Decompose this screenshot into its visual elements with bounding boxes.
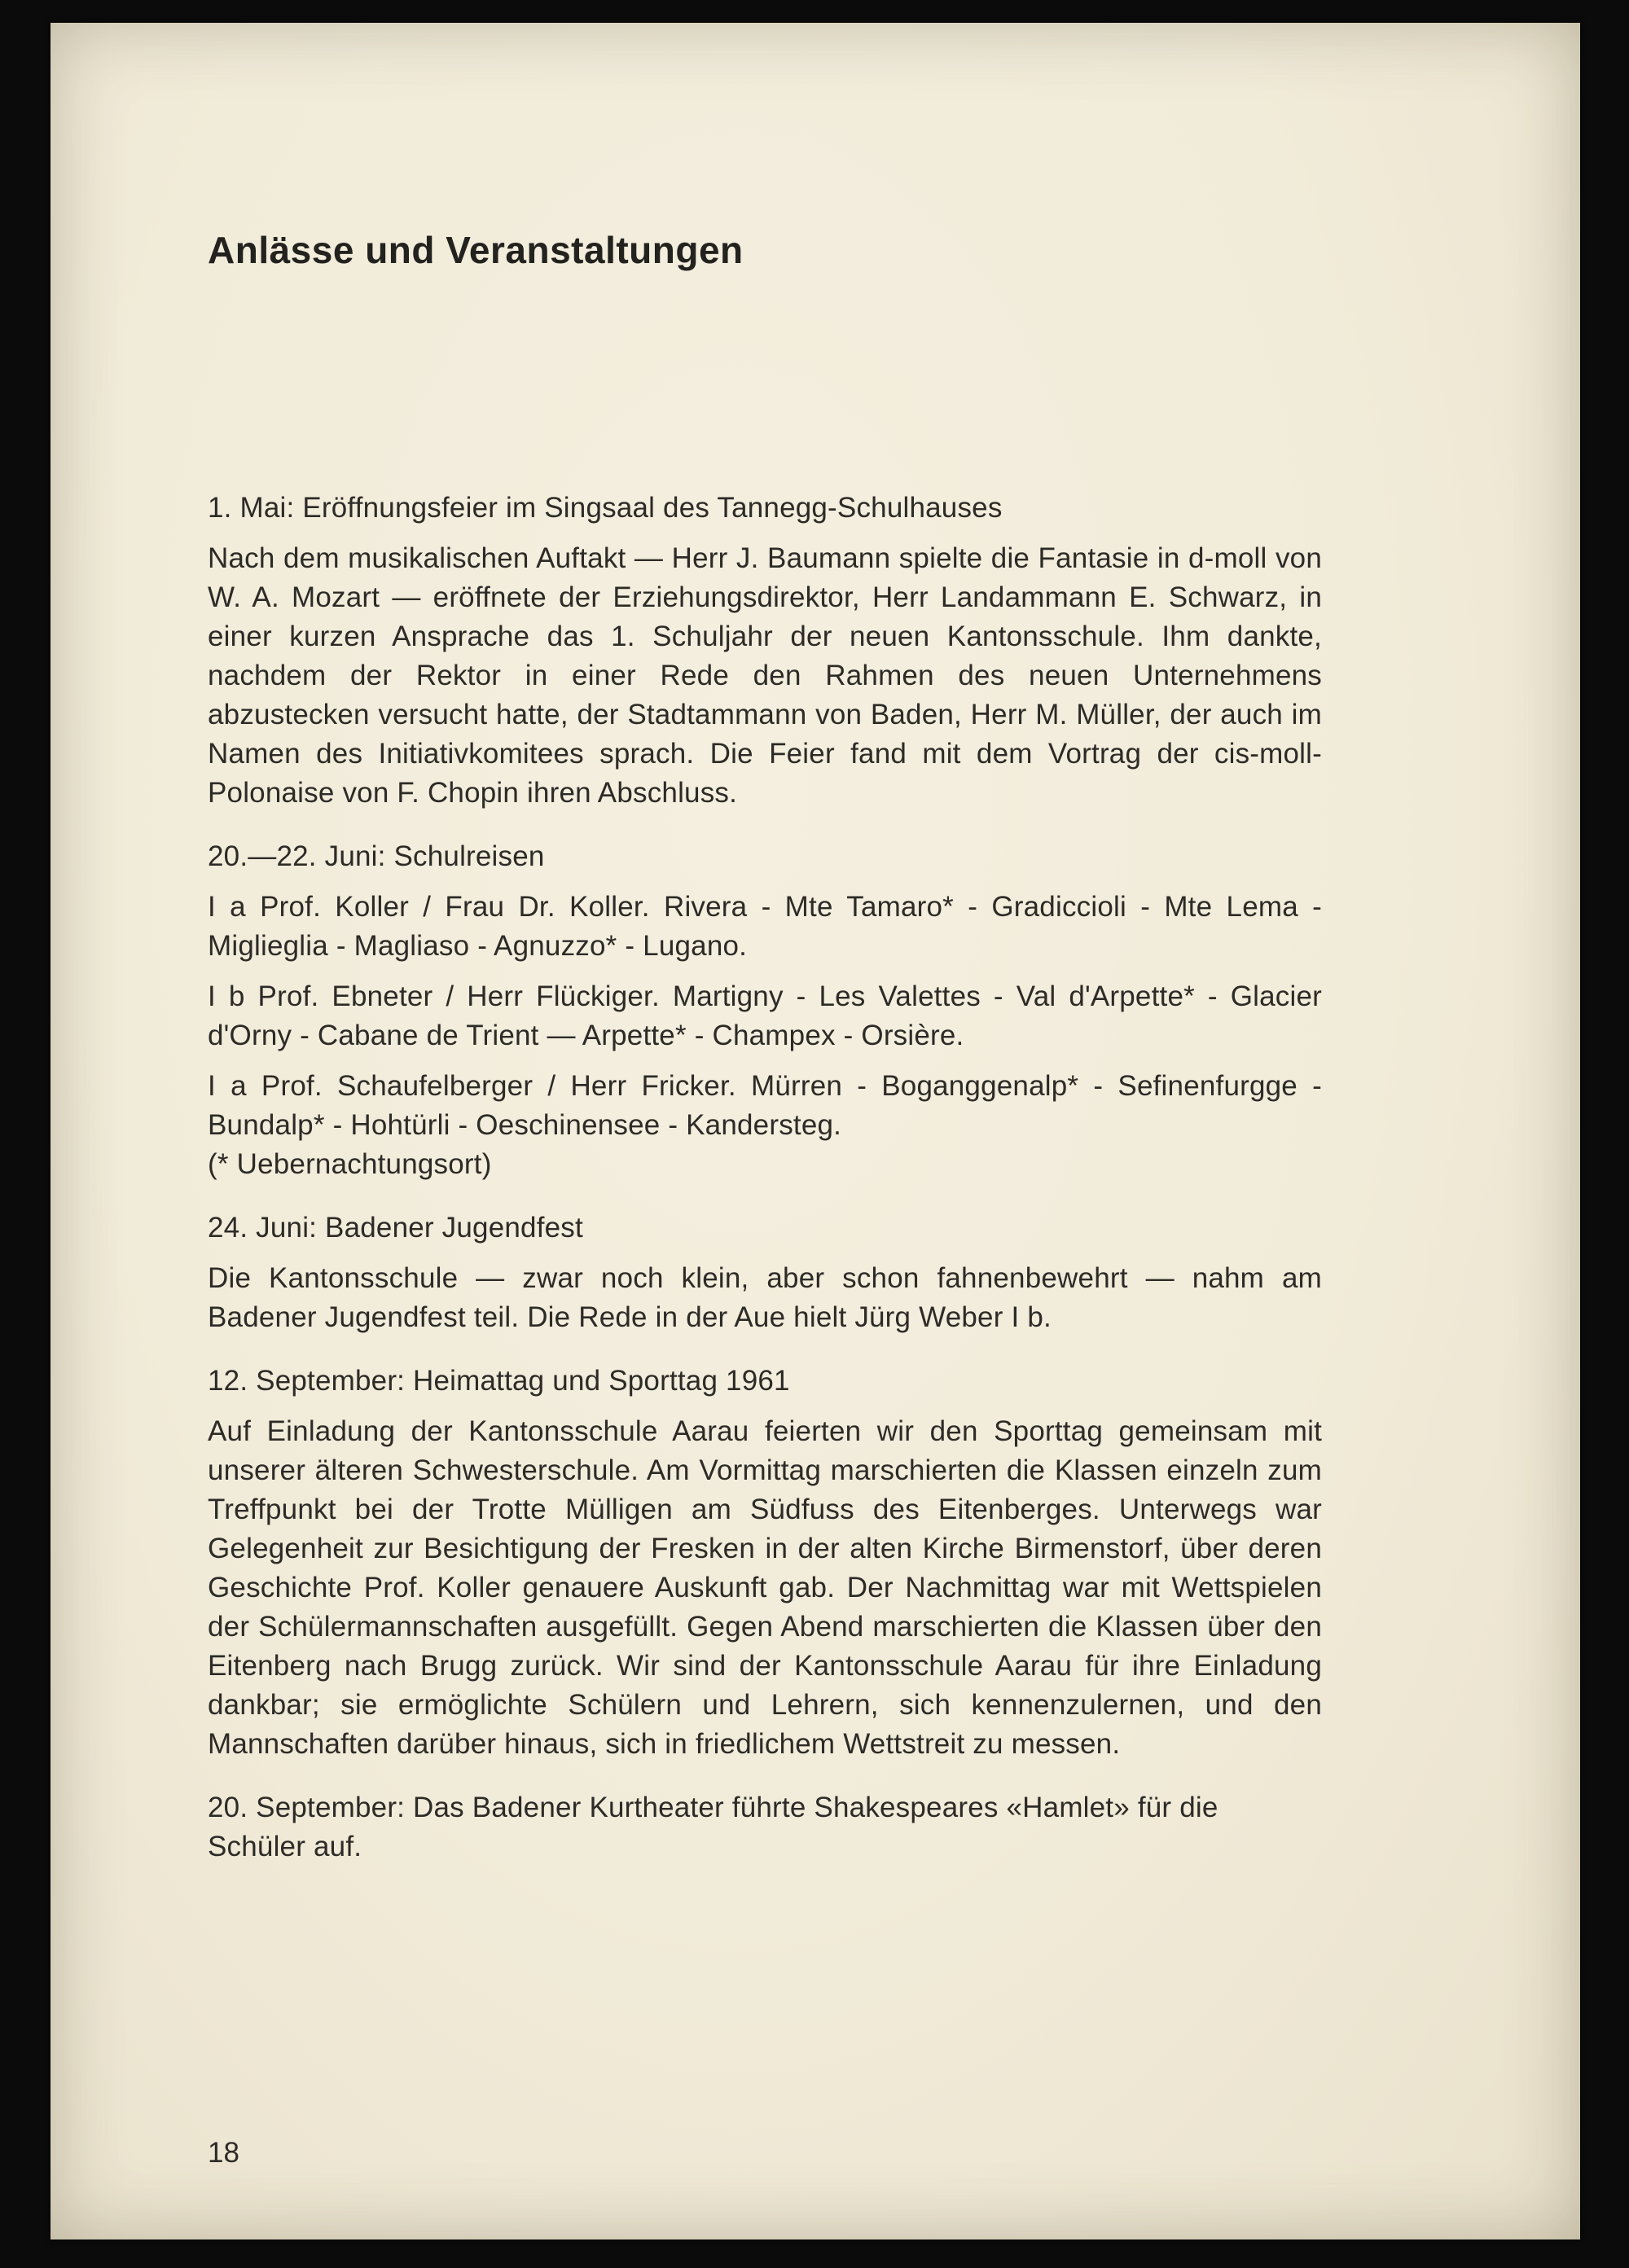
section-heimattag-sporttag xyxy=(208,1362,1322,1764)
paragraph: Nach dem musikalischen Auftakt — Herr J. Baumann spielte die Fantasie in d-moll von W. A. Mozart — eröffnete der Erziehungsdirektor, Herr Landammann E. Schwarz, in einer kurzen Ansprache das 1. Schuljahr der neuen Kantonsschule. Ihm dankte, nachdem der Rektor in einer Rede den Rahmen des neuen Unternehmens abzustecken versucht hatte, der Stadtammann von Baden, Herr M. Müller, der auch im Namen des Initiativkomitees sprach. Die Feier fand mit dem Vortrag der cis-moll-Polonaise von F. Chopin ihren Abschluss. xyxy=(208,542,1322,809)
section-schulreisen xyxy=(208,837,1322,1184)
section-heading: 12. September: Heimattag und Sporttag 1961 xyxy=(208,1365,790,1397)
page-body xyxy=(208,489,1322,1867)
paragraph: I b Prof. Ebneter / Herr Flückiger. Martigny - Les Valettes - Val d'Arpette* - Glacier d'Orny - Cabane de Trient — Arpette* - Champex - Orsière. xyxy=(208,980,1322,1051)
section-kurtheater xyxy=(208,1788,1322,1867)
paragraph: I a Prof. Schaufelberger / Herr Fricker. Mürren - Boganggenalp* - Sefinenfurgge - Bundalp* - Hohtürli - Oeschinensee - Kandersteg. xyxy=(208,1070,1322,1141)
section-heading: 20.—22. Juni: Schulreisen xyxy=(208,840,545,872)
paragraph: Auf Einladung der Kantonsschule Aarau feierten wir den Sporttag gemeinsam mit unserer älteren Schwesterschule. Am Vormittag marschierten die Klassen einzeln zum Treffpunkt bei der Trotte Mülligen am Südfuss des Eitenberges. Unterwegs war Gelegenheit zur Besichtigung der Fresken in der alten Kirche Birmenstorf, über deren Geschichte Prof. Koller genauere Auskunft gab. Der Nachmittag war mit Wettspielen der Schülermannschaften ausgefüllt. Gegen Abend marschierten die Klassen über den Eitenberg nach Brugg zurück. Wir sind der Kantonsschule Aarau für ihre Einladung dankbar; sie ermöglichte Schülern und Lehrern, sich kennenzulernen, und den Mannschaften darüber hinaus, sich in friedlichem Wettstreit zu messen. xyxy=(208,1415,1322,1760)
footnote: (* Uebernachtungsort) xyxy=(208,1148,492,1180)
section-heading: 20. September: Das Badener Kurtheater führte Shakespeares «Hamlet» für die Schüler auf. xyxy=(208,1792,1218,1862)
section-jugendfest xyxy=(208,1209,1322,1337)
paragraph: Die Kantonsschule — zwar noch klein, aber schon fahnenbewehrt — nahm am Badener Jugendfest teil. Die Rede in der Aue hielt Jürg Weber I b. xyxy=(208,1262,1322,1333)
paragraph: I a Prof. Koller / Frau Dr. Koller. Rivera - Mte Tamaro* - Gradiccioli - Mte Lema - Miglieglia - Magliaso - Agnuzzo* - Lugano. xyxy=(208,891,1322,962)
page-title: Anlässe und Veranstaltungen xyxy=(208,229,744,271)
document-page xyxy=(50,23,1580,2239)
section-heading: 24. Juni: Badener Jugendfest xyxy=(208,1212,583,1244)
page-number: 18 xyxy=(208,2137,239,2169)
section-eroeffnungsfeier xyxy=(208,489,1322,813)
section-heading: 1. Mai: Eröffnungsfeier im Singsaal des Tannegg-Schulhauses xyxy=(208,492,1003,524)
